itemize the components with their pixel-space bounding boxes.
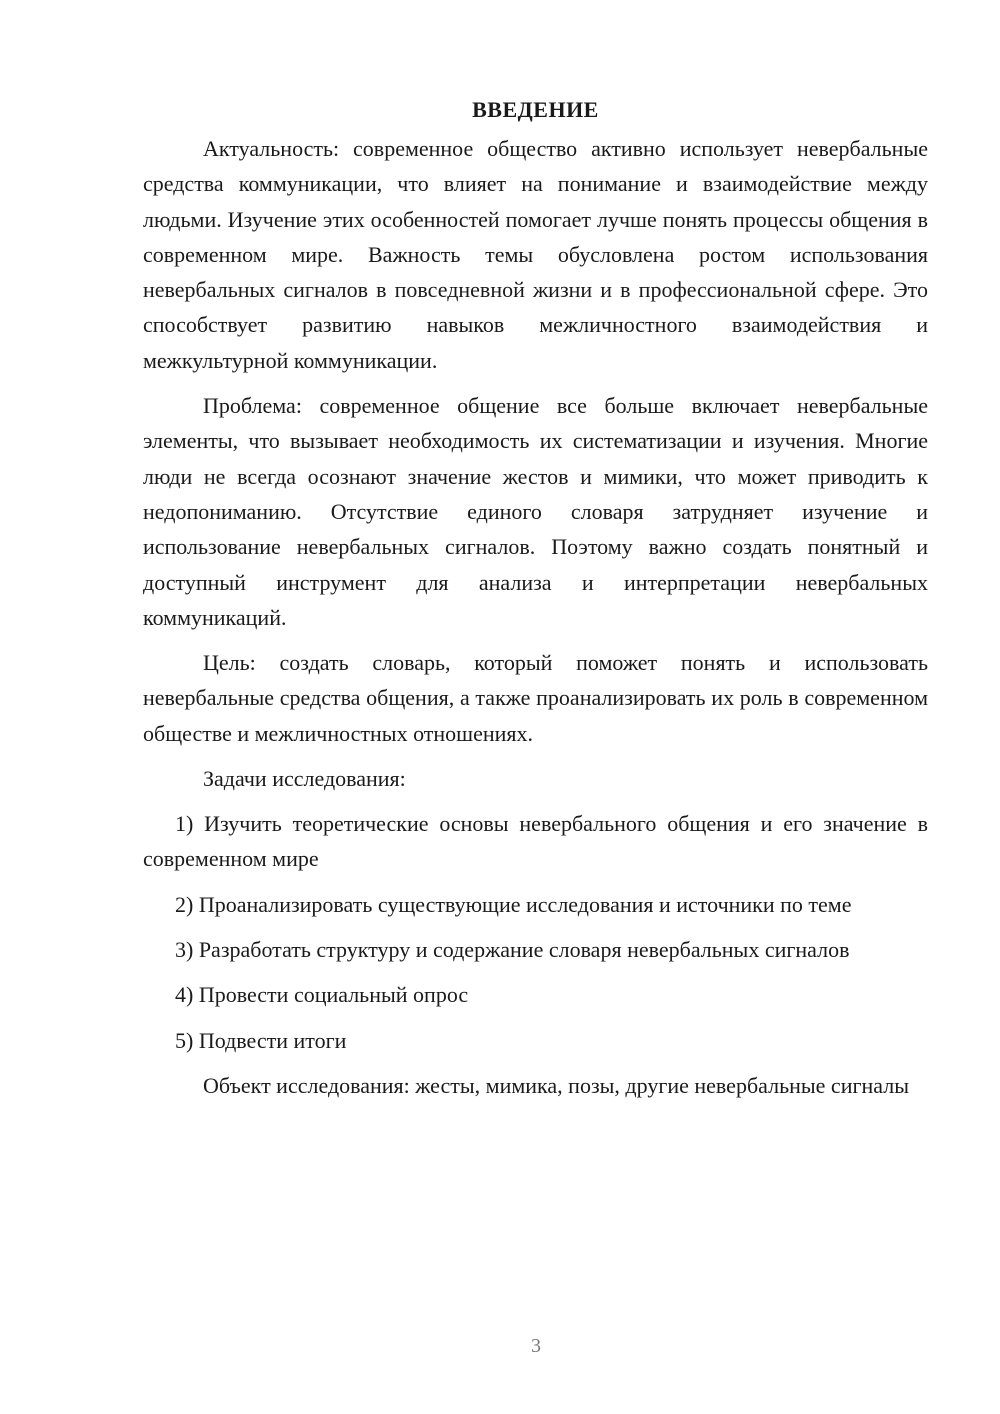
page-title: ВВЕДЕНИЕ xyxy=(472,97,599,122)
task-item-3: 3) Разработать структуру и содержание словаря невербальных сигналов xyxy=(175,936,850,962)
paragraph-relevance: Актуальность: современное общество активно использует невербальные средства коммуникации, что влияет на понимание и взаимодействие между людьми. Изучение этих особенностей помогает лучше понять процессы общения в современном мире. Важность темы обусловлена ростом использования невербальных сигналов в повседневной жизни и в профессиональной сфере. Это способствует развитию навыков межличностного взаимодействия и межкультурной коммуникации. xyxy=(143,136,928,373)
tasks-heading: Задачи исследования: xyxy=(203,766,406,792)
tasks-list xyxy=(143,806,928,1058)
paragraph-goal: Цель: создать словарь, который поможет понять и использовать невербальные средства общения, а также проанализировать их роль в современном обществе и межличностных отношениях. xyxy=(143,650,928,746)
task-item-2: 2) Проанализировать существующие исследования и источники по теме xyxy=(175,891,852,917)
task-item-1: 1) Изучить теоретические основы невербального общения и его значение в современном мире xyxy=(143,811,928,872)
paragraph-problem: Проблема: современное общение все больше включает невербальные элементы, что вызывает необходимость их систематизации и изучения. Многие люди не всегда осознают значение жестов и мимики, что может приводить к недопониманию. Отсутствие единого словаря затрудняет изучение и использование невербальных сигналов. Поэтому важно создать понятный и доступный инструмент для анализа и интерпретации невербальных коммуникаций. xyxy=(143,393,928,630)
page-number: 3 xyxy=(531,1335,541,1357)
task-item-4: 4) Провести социальный опрос xyxy=(175,982,469,1008)
paragraph-object: Объект исследования: жесты, мимика, позы, другие невербальные сигналы xyxy=(203,1072,909,1098)
document-page xyxy=(143,92,928,1103)
task-item-5: 5) Подвести итоги xyxy=(175,1027,347,1053)
